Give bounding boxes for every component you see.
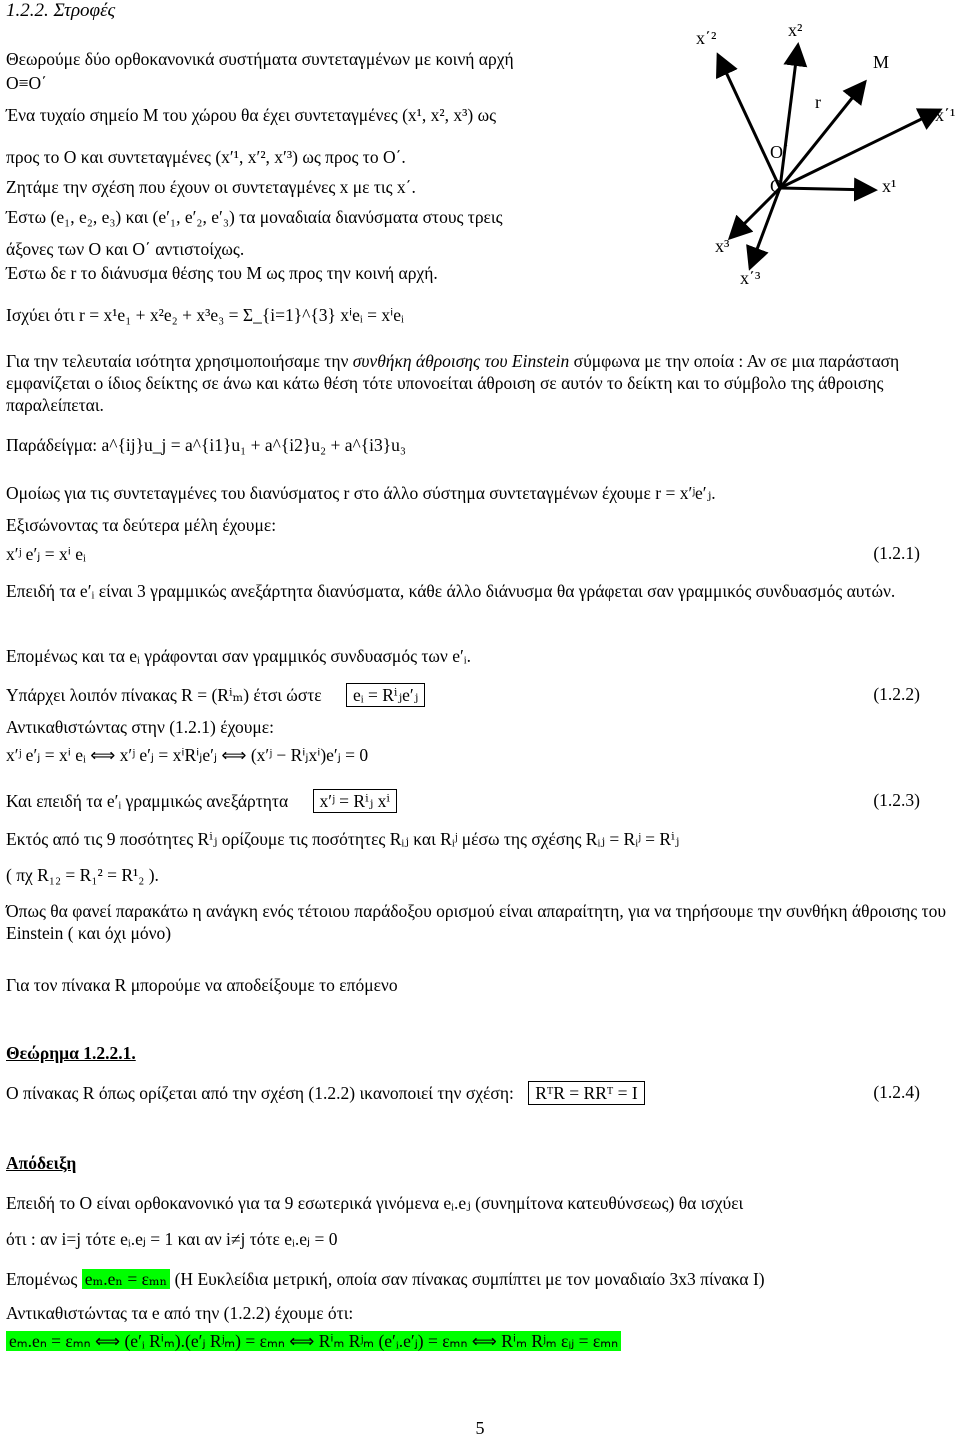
boxed-equation: RᵀR = RRᵀ = I	[528, 1081, 644, 1105]
vector-label-r: r	[815, 92, 821, 112]
text-part: O πίνακας R όπως ορίζεται από την σχέση (1.2.2) ικανοποιεί την σχέση:	[6, 1083, 514, 1103]
axis-label-x3: x³	[715, 236, 730, 256]
axis-label-x2-prime: x΄²	[696, 28, 717, 48]
paragraph-emphasis: συνθήκη άθροισης του Einstein	[352, 351, 570, 371]
point-label-M: M	[873, 52, 890, 72]
equation-line: Ισχύει ότι r = x¹e₁ + x²e₂ + x³e₃ = Σ_{i=1}^{3} xⁱeᵢ = xⁱeᵢ	[6, 305, 404, 325]
text-line: Ζητάμε την σχέση που έχουν οι συντεταγμένες x με τις x΄.	[6, 177, 416, 197]
axis-label-x1: x¹	[882, 176, 897, 196]
text-line: Ένα τυχαίο σημείο M του χώρου θα έχει συντεταγμένες (x¹, x², x³) ως	[6, 105, 497, 125]
axis-label-x3-prime: x΄³	[740, 268, 761, 288]
text-line: Έστω δε r το διάνυσμα θέσης του M ως προς την κοινή αρχή.	[6, 263, 438, 283]
text-line: Αντικαθιστώντας τα e από την (1.2.2) έχουμε ότι:	[6, 1303, 354, 1323]
origin-label-O: O	[770, 176, 783, 196]
axis-label-x2: x²	[788, 20, 803, 40]
text-line: Για τον πίνακα R μπορούμε να αποδείξουμε το επόμενο	[6, 975, 398, 995]
boxed-equation: x′ʲ = Rⁱⱼ xⁱ	[313, 789, 397, 813]
paragraph-part: σύμφωνα με την οποία : Αν σε μια παράσταση εμφανίζεται ο ίδιος δείκτης σε άνω και κάτω θέση τότε υπονοείται άθροιση σε αυτόν το δείκτη και το σύμβολο της άθροισης παραλείπεται.	[6, 351, 900, 415]
text-line: Επομένως και τα eᵢ γράφονται σαν γραμμικός συνδυασμός των e′ᵢ.	[6, 646, 472, 666]
coordinate-diagram	[690, 0, 960, 300]
text-line: προς το O και συντεταγμένες (x′¹, x′², x′³) ως προς το O΄.	[6, 147, 406, 167]
equation-line: x′ʲ e′ⱼ = xⁱ eᵢ	[6, 544, 86, 564]
equation-number: (1.2.3)	[873, 790, 920, 810]
text-part: Και επειδή τα e′ᵢ γραμμικώς ανεξάρτητα	[6, 791, 289, 811]
page-number: 5	[475, 1418, 485, 1438]
text-line: Έστω (e₁, e₂, e₃) και (e′₁, e′₂, e′₃) τα μοναδιαία διανύσματα στους τρεις	[6, 207, 503, 227]
text-line: άξονες των O και O΄ αντιστοίχως.	[6, 239, 245, 259]
equation-line: x′ʲ e′ⱼ = xⁱ eᵢ ⟺ x′ʲ e′ⱼ = xⁱRⁱⱼe′ⱼ ⟺ (x′ʲ − Rⁱⱼxⁱ)e′ⱼ = 0	[6, 745, 369, 765]
text-line	[6, 1268, 765, 1290]
boxed-equation: eᵢ = Rⁱⱼe′ⱼ	[346, 683, 425, 707]
text-line: Όπως θα φανεί παρακάτω η ανάγκη ενός τέτοιου παράδοξου ορισμού είναι απαραίτητη, για να τηρήσουμε την συνθήκη άθροισης του Einstein ( και όχι μόνο)	[6, 901, 947, 943]
proof-heading: Απόδειξη	[6, 1153, 77, 1173]
equation-number: (1.2.4)	[873, 1082, 920, 1102]
text-line: Ομοίως για τις συντεταγμένες του διανύσματος r στο άλλο σύστημα συντεταγμένων έχουμε r = x′ʲe′ⱼ.	[6, 483, 716, 503]
text-line	[6, 1082, 645, 1104]
text-line	[6, 790, 397, 812]
text-line: ότι : αν i=j τότε eᵢ.eⱼ = 1 και αν i≠j τότε eᵢ.eⱼ = 0	[6, 1229, 338, 1249]
origin-label-O-prime: O΄	[770, 142, 789, 162]
text-part: (Η Ευκλείδια μετρική, οποία σαν πίνακας συμπίπτει με τον μοναδιαίο 3x3 πίνακα I)	[174, 1269, 765, 1289]
highlighted-equation: eₘ.eₙ = εₘₙ	[82, 1269, 170, 1289]
text-part: Υπάρχει λοιπόν πίνακας R = (Rⁱₘ) έτσι ώστε	[6, 685, 322, 705]
text-line: Εκτός από τις 9 ποσότητες Rⁱⱼ ορίζουμε τις ποσότητες Rᵢⱼ και Rᵢʲ μέσω της σχέσης Rᵢⱼ = Rᵢʲ = Rⁱⱼ	[6, 829, 680, 849]
text-line: Θεωρούμε δύο ορθοκανονικά συστήματα συντεταγμένων με κοινή αρχή	[6, 49, 514, 69]
paragraph-part: Για την τελευταία ισότητα χρησιμοποιήσαμε την	[6, 351, 349, 371]
text-line: Εξισώνοντας τα δεύτερα μέλη έχουμε:	[6, 515, 277, 535]
text-line: Επειδή το O είναι ορθοκανονικό για τα 9 εσωτερικά γινόμενα eᵢ.eⱼ (συνημίτονα κατευθύνσεως) θα ισχύει	[6, 1193, 744, 1213]
highlighted-equation-line	[6, 1330, 621, 1352]
text-line: Αντικαθιστώντας στην (1.2.1) έχουμε:	[6, 717, 274, 737]
example-line: Παράδείγμα: a^{ij}u_j = a^{i1}u₁ + a^{i2}u₂ + a^{i3}u₃	[6, 435, 406, 455]
text-line: O≡O΄	[6, 73, 47, 93]
paragraph-einstein	[6, 350, 954, 416]
text-line: ( πχ R₁₂ = R₁² = R¹₂ ).	[6, 865, 159, 885]
equation-number: (1.2.2)	[873, 684, 920, 704]
axis-label-x1-prime: x΄¹	[935, 105, 956, 125]
highlighted-equation: eₘ.eₙ = εₘₙ ⟺ (e′ᵢ Rⁱₘ).(e′ⱼ Rʲₘ) = εₘₙ ⟺ Rⁱₘ Rʲₘ (e′ᵢ.e′ⱼ) = εₘₙ ⟺ Rⁱₘ Rʲₘ εᵢⱼ = εₘₙ	[6, 1331, 621, 1351]
equation-number: (1.2.1)	[873, 543, 920, 563]
text-line: Επειδή τα e′ᵢ είναι 3 γραμμικώς ανεξάρτητα διανύσματα, κάθε άλλο διάνυσμα θα γράφεται σαν γραμμικός συνδυασμός αυτών.	[6, 581, 896, 601]
section-title: 1.2.2. Στροφές	[6, 0, 116, 21]
theorem-heading: Θεώρημα 1.2.2.1.	[6, 1043, 136, 1063]
text-part: Επομένως	[6, 1269, 78, 1289]
axes-drawing	[690, 0, 960, 300]
text-line	[6, 684, 425, 706]
